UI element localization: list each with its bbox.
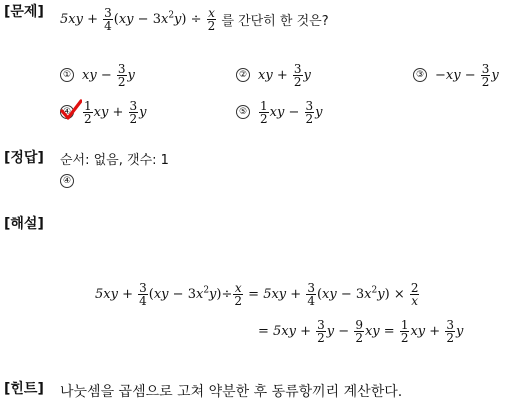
check-mark-icon (60, 99, 82, 121)
choice-number: ③ (413, 68, 427, 82)
choice-number: ④ (60, 105, 74, 119)
choice-3[interactable]: ③ − xy − $\frac{3}{2}$ y (413, 58, 499, 92)
choice-1[interactable]: ① xy − $\frac{3}{2}$ y (60, 58, 135, 92)
explanation-header: [해설] (4, 216, 44, 232)
problem-statement: 5xy + $\frac{3}{4}$ $(xy - 3x^2y)$ ÷ $\frac{x}{2}$ 를 간단히 한 것은? (60, 5, 329, 33)
answer-mark: ④ (60, 174, 74, 188)
answer-info: 순서: 없음, 갯수: 1 (60, 153, 169, 168)
choice-number: ① (60, 68, 74, 82)
choice-number: ② (236, 68, 250, 82)
explanation-line-1: 5xy + $\frac{3}{4}$ $(xy - 3x^2y)$ ÷ $\frac{x}{2}$ = 5xy + $\frac{3}{4}$ $(xy - 3x^2y)$ × $\frac{2}{x}$ (95, 280, 419, 308)
fraction: $\frac{3}{4}$ (104, 5, 112, 33)
choice-5[interactable]: ⑤ $\frac{1}{2}$ xy − $\frac{3}{2}$ y (236, 95, 323, 129)
choice-4[interactable]: ④ $\frac{1}{2}$ xy + $\frac{3}{2}$ y (60, 95, 147, 129)
fraction: $\frac{x}{2}$ (207, 5, 216, 33)
choice-number: ⑤ (236, 105, 250, 119)
hint-text: 나눗셈을 곱셈으로 고쳐 약분한 후 동류항끼리 계산한다. (60, 384, 403, 400)
problem-header: [문제] (4, 4, 44, 20)
choice-2[interactable]: ② xy + $\frac{3}{2}$ y (236, 58, 311, 92)
problem-suffix: 를 간단히 한 것은? (221, 13, 329, 29)
explanation-line-2: = 5xy + $\frac{3}{2}$ y − $\frac{9}{2}$ xy = $\frac{1}{2}$ xy + $\frac{3}{2}$ y (258, 317, 464, 345)
answer-header: [정답] (4, 150, 44, 166)
hint-header: [힌트] (4, 381, 44, 397)
